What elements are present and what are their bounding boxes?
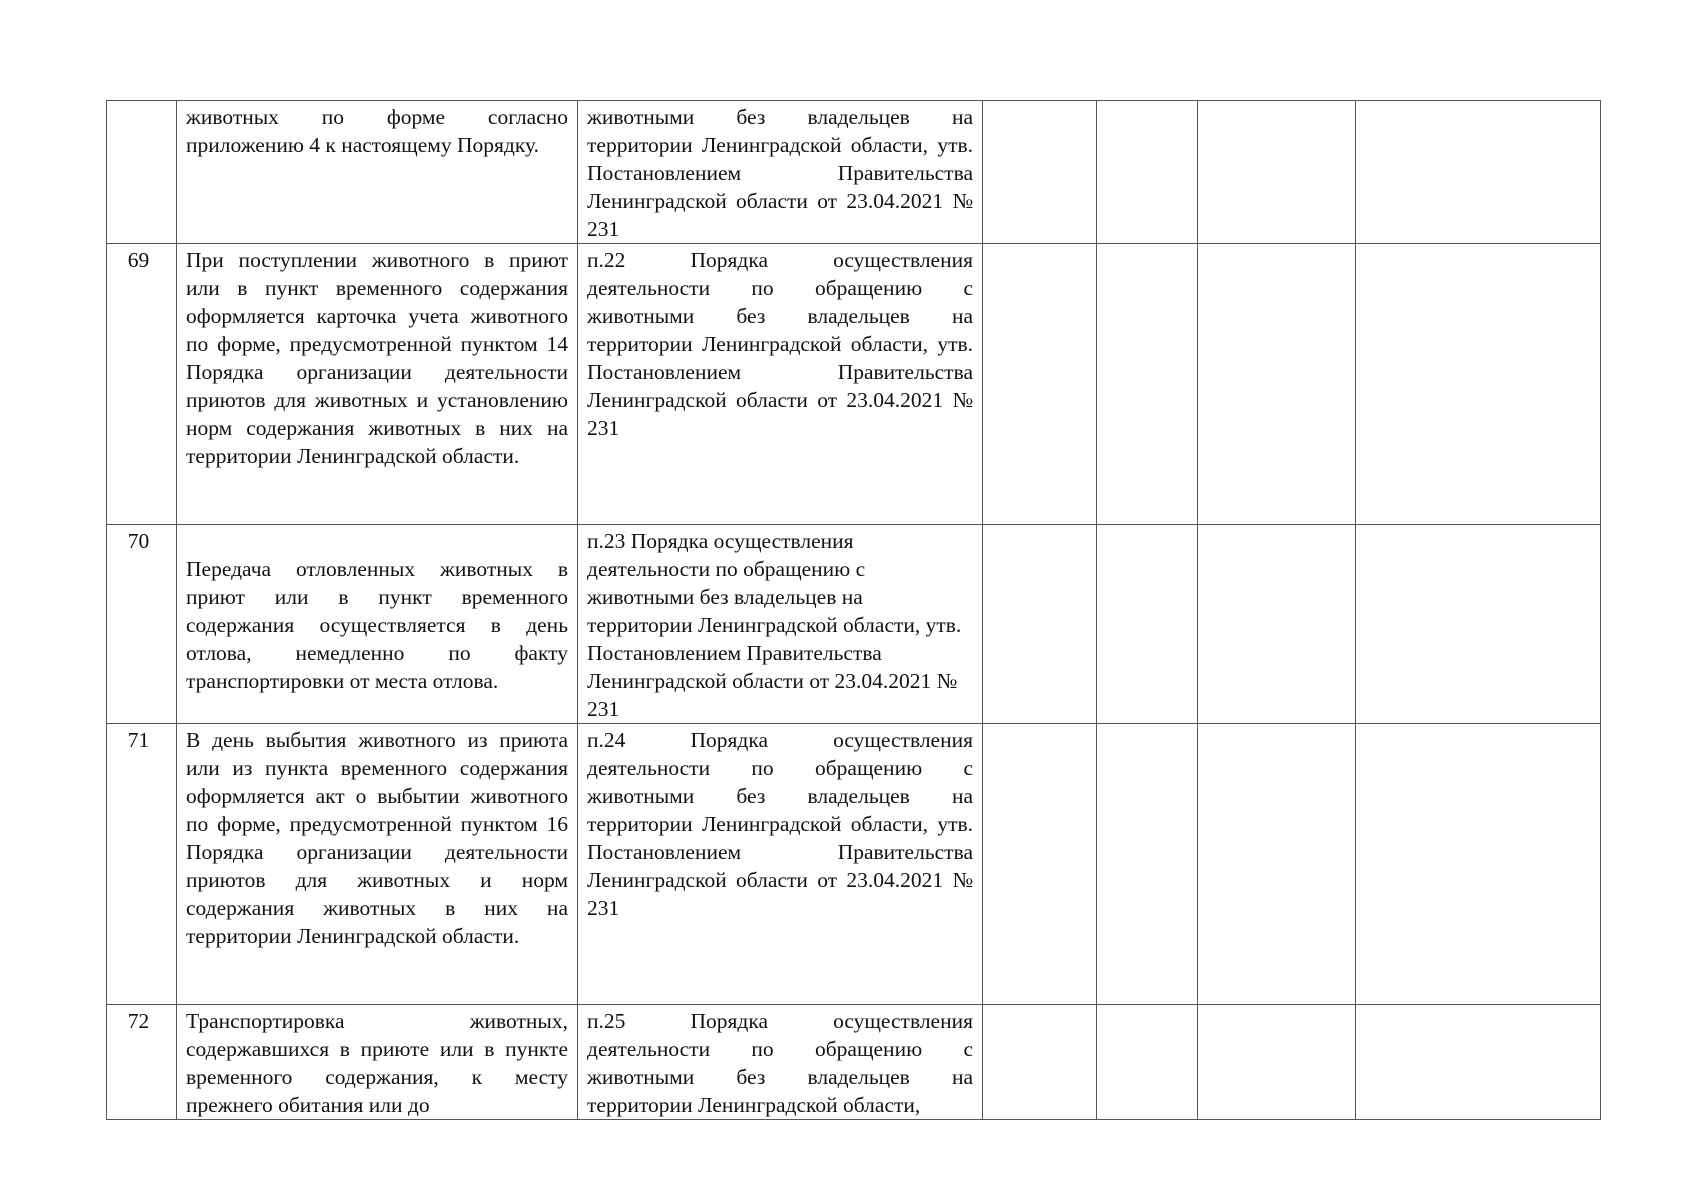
row-number: 72	[107, 1005, 177, 1120]
legal-reference-cell: п.24 Порядка осуществления деятельности по обращению с животными без владельцев на территории Ленинградской области, утв. Постановлением Правительства Ленинградской области от 23.04.2021 № 231	[578, 724, 983, 1005]
requirement-cell: Транспортировка животных, содержавшихся в приюте или в пункте временного содержания, к месту прежнего обитания или до	[177, 1005, 578, 1120]
empty-cell	[1356, 724, 1601, 1005]
empty-cell	[1356, 1005, 1601, 1120]
requirements-table	[106, 100, 1601, 1120]
empty-cell	[983, 525, 1097, 724]
empty-cell	[1198, 101, 1356, 244]
empty-cell	[1097, 525, 1198, 724]
empty-cell	[1097, 244, 1198, 525]
empty-cell	[983, 101, 1097, 244]
empty-cell	[1198, 244, 1356, 525]
row-number: 70	[107, 525, 177, 724]
empty-cell	[1198, 724, 1356, 1005]
empty-cell	[1097, 101, 1198, 244]
requirement-cell: При поступлении животного в приют или в пункт временного содержания оформляется карточка учета животного по форме, предусмотренной пунктом 14 Порядка организации деятельности приютов для животных и установлению норм содержания животных в них на территории Ленинградской области.	[177, 244, 578, 525]
empty-cell	[1356, 244, 1601, 525]
empty-cell	[983, 724, 1097, 1005]
empty-cell	[1356, 525, 1601, 724]
row-number: 69	[107, 244, 177, 525]
row-number: 71	[107, 724, 177, 1005]
table-row	[107, 525, 1601, 724]
blank-line	[186, 527, 568, 555]
empty-cell	[1356, 101, 1601, 244]
table-row	[107, 244, 1601, 525]
empty-cell	[1097, 724, 1198, 1005]
empty-cell	[1198, 525, 1356, 724]
legal-reference-cell: п.25 Порядка осуществления деятельности по обращению с животными без владельцев на территории Ленинградской области,	[578, 1005, 983, 1120]
requirement-cell	[177, 525, 578, 724]
requirement-text: Передача отловленных животных в приют или в пункт временного содержания осуществляется в день отлова, немедленно по факту транспортировки от места отлова.	[186, 557, 568, 693]
table-row	[107, 724, 1601, 1005]
empty-cell	[983, 1005, 1097, 1120]
empty-cell	[1198, 1005, 1356, 1120]
table-row	[107, 1005, 1601, 1120]
requirement-cell: животных по форме согласно приложению 4 к настоящему Порядку.	[177, 101, 578, 244]
row-number	[107, 101, 177, 244]
requirement-cell: В день выбытия животного из приюта или из пункта временного содержания оформляется акт о выбытии животного по форме, предусмотренной пунктом 16 Порядка организации деятельности приютов для животных и норм содержания животных в них на территории Ленинградской области.	[177, 724, 578, 1005]
empty-cell	[983, 244, 1097, 525]
empty-cell	[1097, 1005, 1198, 1120]
legal-reference-cell: п.23 Порядка осуществления деятельности по обращению с животными без владельцев на территории Ленинградской области, утв. Постановлением Правительства Ленинградской области от 23.04.2021 № 231	[578, 525, 983, 724]
legal-reference-cell: животными без владельцев на территории Ленинградской области, утв. Постановлением Правительства Ленинградской области от 23.04.2021 № 231	[578, 101, 983, 244]
legal-reference-cell: п.22 Порядка осуществления деятельности по обращению с животными без владельцев на территории Ленинградской области, утв. Постановлением Правительства Ленинградской области от 23.04.2021 № 231	[578, 244, 983, 525]
table-row	[107, 101, 1601, 244]
